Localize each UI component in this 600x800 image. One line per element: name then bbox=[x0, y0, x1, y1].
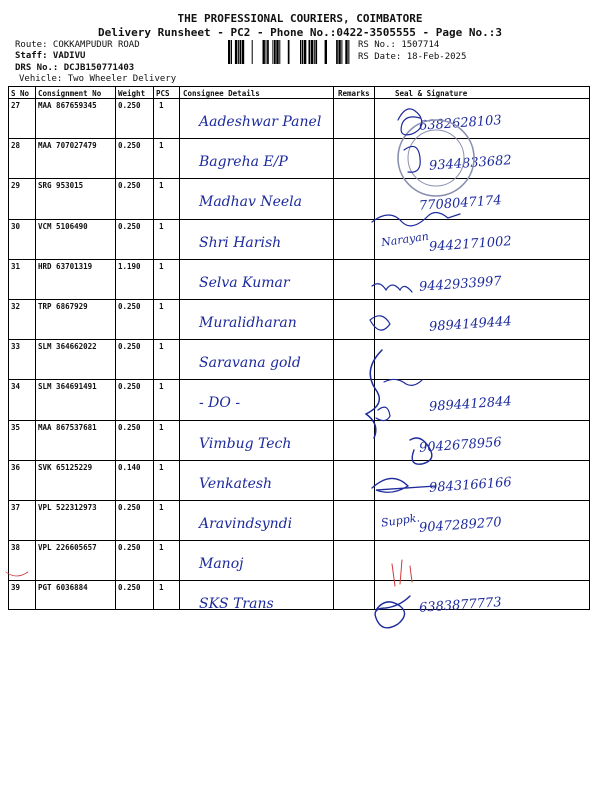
row-divider bbox=[9, 379, 589, 380]
cell-sno: 38 bbox=[11, 543, 21, 553]
barcode bbox=[228, 40, 350, 64]
cell-sno: 39 bbox=[11, 583, 21, 593]
cell-sno: 27 bbox=[11, 101, 21, 110]
cell-pcs: 1 bbox=[159, 342, 164, 352]
col-header-seal-signature: Seal & Signature bbox=[395, 89, 468, 98]
cell-sno: 28 bbox=[11, 141, 21, 151]
cell-consignment-no: PGT 6036884 bbox=[38, 583, 88, 593]
row-divider bbox=[9, 178, 589, 179]
barcode-bar bbox=[336, 40, 338, 64]
row-divider bbox=[9, 219, 589, 220]
row-divider bbox=[9, 339, 589, 340]
signature-phone: 9344833682 bbox=[428, 153, 513, 175]
barcode-bar bbox=[309, 40, 311, 64]
barcode-bar bbox=[240, 40, 242, 64]
cell-weight: 0.140 bbox=[118, 462, 141, 472]
signature-phone: 9042678956 bbox=[418, 434, 503, 456]
barcode-bar bbox=[263, 40, 265, 64]
signature-phone: 6383877773 bbox=[418, 595, 503, 617]
signature-phone: 9442171002 bbox=[428, 233, 513, 255]
consignee-handwriting: Muralidharan bbox=[199, 315, 297, 331]
cell-consignment-no: MAA 867537681 bbox=[38, 422, 97, 432]
cell-pcs: 1 bbox=[159, 503, 164, 512]
barcode-bar bbox=[274, 40, 276, 64]
signature-phone: 9442933997 bbox=[418, 273, 503, 295]
cell-pcs: 1 bbox=[159, 261, 164, 271]
barcode-bar bbox=[315, 40, 317, 64]
cell-consignment-no: VCM 5106490 bbox=[38, 221, 88, 231]
row-divider bbox=[9, 500, 589, 501]
consignee-handwriting: SKS Trans bbox=[199, 596, 274, 613]
barcode-bar bbox=[242, 40, 244, 64]
cell-sno: 37 bbox=[11, 503, 21, 512]
cell-pcs: 1 bbox=[159, 462, 164, 472]
runsheet-subtitle: Delivery Runsheet - PC2 - Phone No.:0422-3505555 - Page No.:3 bbox=[98, 26, 502, 39]
cell-sno: 30 bbox=[11, 221, 21, 231]
cell-pcs: 1 bbox=[159, 101, 164, 110]
cell-pcs: 1 bbox=[159, 543, 164, 553]
barcode-bar bbox=[235, 40, 237, 64]
consignee-handwriting: Aravindsyndi bbox=[199, 516, 293, 532]
cell-consignment-no: VPL 226605657 bbox=[38, 543, 97, 553]
col-header-sno: S No bbox=[11, 89, 30, 98]
cell-pcs: 1 bbox=[159, 141, 164, 151]
barcode-bar bbox=[252, 40, 253, 64]
consignee-handwriting: Manoj bbox=[199, 556, 244, 573]
cell-consignment-no: SRG 953015 bbox=[38, 181, 84, 191]
consignee-handwriting: Saravana gold bbox=[199, 355, 301, 372]
row-divider bbox=[9, 98, 589, 99]
signature-name: Narayan bbox=[380, 229, 430, 249]
barcode-bar bbox=[304, 40, 306, 64]
cell-pcs: 1 bbox=[159, 382, 164, 392]
cell-pcs: 1 bbox=[159, 302, 164, 311]
row-divider bbox=[9, 580, 589, 581]
cell-consignment-no: TRP 6867929 bbox=[38, 302, 88, 311]
barcode-bar bbox=[267, 40, 269, 64]
cell-consignment-no: VPL 522312973 bbox=[38, 503, 97, 512]
cell-weight: 0.250 bbox=[118, 503, 141, 512]
cell-consignment-no: MAA 707027479 bbox=[38, 141, 97, 151]
cell-sno: 32 bbox=[11, 302, 21, 311]
cell-weight: 0.250 bbox=[118, 302, 141, 311]
runsheet-table bbox=[8, 86, 590, 617]
barcode-bar bbox=[338, 40, 340, 64]
company-title: THE PROFESSIONAL COURIERS, COIMBATORE bbox=[177, 12, 423, 25]
row-divider bbox=[9, 299, 589, 300]
barcode-bar bbox=[238, 40, 239, 64]
signature-name: Suppk. bbox=[380, 511, 421, 530]
barcode-bar bbox=[266, 40, 267, 64]
cell-consignment-no: SVK 65125229 bbox=[38, 462, 93, 472]
cell-weight: 0.250 bbox=[118, 342, 141, 352]
route-label: Route: COKKAMPUDUR ROAD bbox=[15, 40, 140, 50]
drs-number: DRS No.: DCJB150771403 bbox=[15, 63, 135, 73]
barcode-bar bbox=[311, 40, 313, 64]
cell-consignment-no: SLM 364662022 bbox=[38, 342, 97, 352]
signature-phone: 6382628103 bbox=[418, 113, 503, 134]
barcode-bar bbox=[345, 40, 347, 64]
cell-sno: 33 bbox=[11, 342, 21, 352]
barcode-bar bbox=[325, 40, 327, 64]
consignee-handwriting: Vimbug Tech bbox=[199, 435, 292, 452]
signature-phone: 9843166166 bbox=[428, 474, 513, 496]
col-header-remarks: Remarks bbox=[338, 89, 370, 98]
cell-weight: 0.250 bbox=[118, 422, 141, 432]
barcode-bar bbox=[288, 40, 290, 64]
cell-sno: 34 bbox=[11, 382, 21, 392]
cell-weight: 1.190 bbox=[118, 261, 141, 271]
col-header-consignment: Consignment No bbox=[38, 89, 102, 98]
signature-phone: 9047289270 bbox=[418, 515, 503, 536]
barcode-bar bbox=[348, 40, 349, 64]
barcode-bar bbox=[231, 40, 232, 64]
consignee-handwriting: Selva Kumar bbox=[199, 274, 290, 291]
cell-weight: 0.250 bbox=[118, 583, 141, 593]
col-header-consignee: Consignee Details bbox=[183, 89, 260, 98]
vehicle-label: Vehicle: Two Wheeler Delivery bbox=[19, 74, 177, 84]
signature-phone: 9894149444 bbox=[428, 314, 513, 335]
cell-weight: 0.250 bbox=[118, 141, 141, 151]
cell-pcs: 1 bbox=[159, 221, 164, 231]
barcode-bar bbox=[314, 40, 315, 64]
consignee-handwriting: Bagreha E/P bbox=[199, 154, 288, 171]
cell-weight: 0.250 bbox=[118, 181, 141, 191]
cell-weight: 0.250 bbox=[118, 382, 141, 392]
consignee-handwriting: Madhav Neela bbox=[199, 194, 303, 211]
consignee-handwriting: Aadeshwar Panel bbox=[199, 114, 322, 130]
signature-phone: 7708047174 bbox=[418, 193, 503, 215]
cell-consignment-no: HRD 63701319 bbox=[38, 261, 93, 271]
cell-consignment-no: MAA 867659345 bbox=[38, 101, 97, 110]
row-divider bbox=[9, 138, 589, 139]
rs-number: RS No.: 1507714 bbox=[358, 40, 440, 50]
consignee-handwriting: - DO - bbox=[199, 395, 241, 412]
cell-pcs: 1 bbox=[159, 583, 164, 593]
cell-weight: 0.250 bbox=[118, 101, 141, 110]
cell-weight: 0.250 bbox=[118, 543, 141, 553]
cell-sno: 29 bbox=[11, 181, 21, 191]
cell-sno: 35 bbox=[11, 422, 21, 432]
row-divider bbox=[9, 259, 589, 260]
barcode-bar bbox=[341, 40, 342, 64]
cell-sno: 36 bbox=[11, 462, 21, 472]
cell-weight: 0.250 bbox=[118, 221, 141, 231]
col-header-pcs: PCS bbox=[156, 89, 170, 98]
barcode-bar bbox=[272, 40, 273, 64]
signature-phone: 9894412844 bbox=[428, 394, 513, 416]
row-divider bbox=[9, 420, 589, 421]
rs-date: RS Date: 18-Feb-2025 bbox=[358, 52, 467, 62]
cell-pcs: 1 bbox=[159, 422, 164, 432]
cell-consignment-no: SLM 364691491 bbox=[38, 382, 97, 392]
barcode-bar bbox=[276, 40, 278, 64]
cell-sno: 31 bbox=[11, 261, 21, 271]
consignee-handwriting: Shri Harish bbox=[199, 234, 282, 251]
barcode-bar bbox=[302, 40, 304, 64]
staff-label: Staff: VADIVU bbox=[15, 51, 86, 61]
col-header-weight: Weight bbox=[118, 89, 146, 98]
consignee-handwriting: Venkatesh bbox=[199, 475, 273, 492]
row-divider bbox=[9, 540, 589, 541]
cell-pcs: 1 bbox=[159, 181, 164, 191]
barcode-bar bbox=[300, 40, 301, 64]
row-divider bbox=[9, 460, 589, 461]
barcode-bar bbox=[279, 40, 280, 64]
barcode-bar bbox=[228, 40, 230, 64]
